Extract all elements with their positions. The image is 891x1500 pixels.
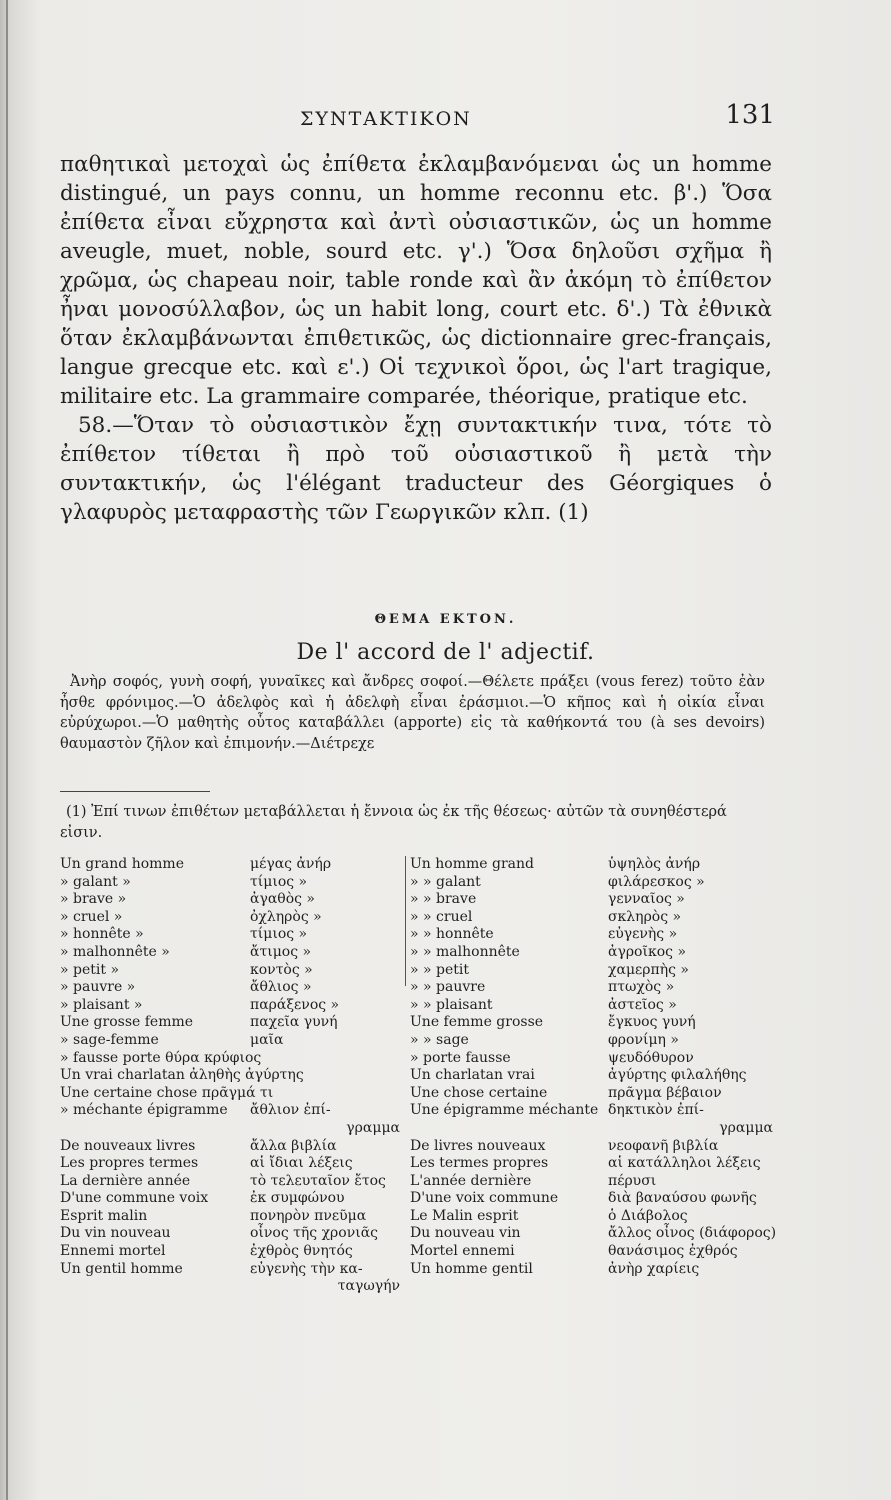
greek-translation: ἀγαθὸς » [250,891,315,908]
greek-translation: ἀγροῖκος » [608,943,687,960]
exercise-subheading: De l' accord de l' adjectif. [296,640,595,665]
table-row [410,1120,775,1138]
greek-translation: ἀστεῖος » [608,996,677,1013]
table-row [60,1243,402,1261]
greek-translation: μέγας ἀνήρ [250,856,332,872]
greek-translation: φρονίμη » [608,1031,679,1048]
table-left-column [60,856,402,1296]
main-text [60,150,772,527]
french-phrase: » » cruel [410,908,473,925]
table-row [60,979,402,997]
greek-translation: ἄθλιος » [250,979,312,996]
table-row [60,891,402,909]
french-phrase: La dernière année [60,1172,191,1189]
french-phrase: » plaisant » [60,996,143,1013]
french-phrase: » » petit [410,961,470,978]
greek-translation: πονηρὸν πνεῦμα [250,1207,367,1224]
greek-translation: αἱ κατάλληλοι λέξεις [608,1155,761,1172]
french-phrase: » petit » [60,961,120,978]
greek-translation: ἐχθρὸς θνητός [250,1243,353,1260]
table-row [410,1155,775,1173]
table-row [410,1225,775,1243]
french-phrase: » » sage [410,1031,469,1048]
table-row [410,1067,775,1085]
french-phrase: Une grosse femme [60,1014,194,1031]
french-phrase: Mortel ennemi [410,1243,515,1260]
exercise-text [60,672,765,754]
greek-translation: πέρυσι [608,1172,657,1189]
french-phrase: » galant » [60,873,131,890]
table-row [410,979,775,997]
french-phrase: Ennemi mortel [60,1243,166,1260]
paragraph-58: 58.—Ὅταν τὸ οὐσιαστικὸν ἔχῃ συντακτικήν τινα, τότε τὸ ἐπίθετον τίθεται ἢ πρὸ τοῦ οὐσιαστικοῦ ἢ μετὰ τὴν συντακτικήν, ὡς l'élégant traducteur des Géorgiques ὁ γλαφυρὸς μεταφραστὴς τῶν Γεωργικῶν κλπ. (1) [60,413,772,525]
greek-translation: ἔγκυος γυνή [608,1014,696,1031]
table-row [60,874,402,892]
greek-translation: εὐγενὴς » [608,926,678,943]
table-row [60,1085,402,1103]
greek-translation: παχεῖα γυνή [250,1014,338,1031]
french-phrase: Une certaine chose πρᾶγμά τι [60,1084,274,1101]
french-phrase: Un gentil homme [60,1260,183,1277]
french-phrase: » pauvre » [60,979,136,996]
table-row [410,1173,775,1191]
running-title: ΣΥΝΤΑΚΤΙΚΟΝ [300,108,472,130]
greek-translation: ἄλλα βιβλία [250,1137,337,1154]
greek-translation: τὸ τελευταῖον ἔτος [250,1172,386,1189]
table-row [60,1190,402,1208]
greek-translation: πρᾶγμα βέβαιον [608,1084,722,1101]
table-row [410,926,775,944]
greek-translation: τίμιος » [250,873,308,890]
greek-translation: ὁ Διάβολος [608,1207,688,1224]
french-phrase: » fausse porte θύρα κρύφιος [60,1049,262,1066]
french-phrase: Un charlatan vrai [410,1067,535,1084]
greek-translation: γραμμα [719,1119,773,1136]
running-header [50,100,775,140]
french-phrase: » » pauvre [410,979,486,996]
greek-translation: θανάσιμος ἐχθρός [608,1243,738,1260]
greek-translation: ἄθλιον ἐπί- [250,1102,331,1119]
table-row [60,926,402,944]
table-row [410,1102,775,1120]
greek-translation: εὐγενὴς τὴν κα- [250,1260,363,1277]
french-phrase: » méchante épigramme [60,1102,228,1119]
greek-translation: ψευδόθυρον [608,1049,694,1066]
french-phrase: Les termes propres [410,1155,549,1172]
table-row [60,1032,402,1050]
footnote [60,802,765,844]
table-row [60,1278,402,1296]
french-phrase: » porte fausse [410,1049,511,1066]
page-number: 131 [725,100,775,130]
french-phrase: Une femme grosse [410,1014,544,1031]
exercise-paragraph: Ἀνὴρ σοφός, γυνὴ σοφή, γυναῖκες καὶ ἄνδρες σοφοί.—Θέλετε πράξει (vous ferez) τοῦτο ἐὰν ἦσθε φρόνιμος.—Ὁ ἀδελφὸς καὶ ἡ ἀδελφὴ εἶναι ἐράσμιοι.—Ὁ κῆπος καὶ ἡ οἰκία εἶναι εὐρύχωροι.—Ὁ μαθητὴς οὗτος καταβάλλει (apporte) εἰς τὰ καθήκοντά του (à ses devoirs) θαυμαστὸν ζῆλον καὶ ἐπιμονήν.—Διέτρεχε [60,674,765,752]
table-row [410,944,775,962]
table-row [60,856,402,874]
table-row [410,874,775,892]
french-phrase: Une chose certaine [410,1084,548,1101]
greek-translation: ταγωγήν [337,1278,400,1295]
french-phrase: » » malhonnête [410,943,520,960]
table-row [410,1085,775,1103]
french-phrase: » cruel » [60,908,123,925]
french-phrase: » brave » [60,891,127,908]
table-row [60,997,402,1015]
table-row [60,1014,402,1032]
greek-translation: ὑψηλὸς ἀνήρ [608,856,701,872]
greek-translation: τίμιος » [250,926,308,943]
table-row [410,1138,775,1156]
greek-translation: δηκτικὸν ἐπί- [608,1102,704,1119]
french-phrase: Un homme grand [410,856,534,872]
greek-translation: ἐκ συμφώνου [250,1190,345,1207]
greek-translation: πτωχὸς » [608,979,675,996]
french-phrase: » » honnête [410,926,494,943]
french-phrase: » » galant [410,873,481,890]
greek-translation: ὀχληρὸς » [250,908,322,925]
exercise-heading: ΘΕΜΑ ΕΚΤΟΝ. [374,612,517,627]
french-phrase: De livres nouveaux [410,1137,546,1154]
greek-translation: σκληρὸς » [608,908,682,925]
french-phrase: Un vrai charlatan ἀληθὴς ἀγύρτης [60,1067,304,1084]
table-row [410,1050,775,1068]
french-phrase: De nouveaux livres [60,1137,196,1154]
greek-translation: μαῖα [250,1031,284,1048]
greek-translation: γραμμα [346,1119,400,1136]
table-row [60,1208,402,1226]
french-phrase: Esprit malin [60,1207,148,1224]
table-row [60,962,402,980]
french-phrase: Les propres termes [60,1155,199,1172]
table-row [60,1155,402,1173]
table-row [410,1208,775,1226]
table-row [410,962,775,980]
paragraph-1: παθητικαὶ μετοχαὶ ὡς ἐπίθετα ἐκλαμβανόμεναι ὡς un homme distingué, un pays connu, un homme reconnu etc. β'.) Ὅσα ἐπίθετα εἶναι εὔχρηστα καὶ ἀντὶ οὐσιαστικῶν, ὡς un homme aveugle, muet, noble, sourd etc. γ'.) Ὅσα δηλοῦσι σχῆμα ἢ χρῶμα, ὡς chapeau noir, table ronde καὶ ἂν ἀκόμη τὸ ἐπίθετον ἦναι μονοσύλλαβον, ὡς un habit long, court etc. δ'.) Τὰ ἐθνικὰ ὅταν ἐκλαμβάνωνται ἐπιθετικῶς, ὡς dictionnaire grec-français, langue grecque etc. καὶ ε'.) Οἱ τεχνικοὶ ὅροι, ὡς l'art tragique, militaire etc. La grammaire comparée, théorique, pratique etc. [60,152,772,409]
french-phrase: Du nouveau vin [410,1225,521,1242]
table-row [60,909,402,927]
french-phrase: Un grand homme [60,856,184,872]
table-row [60,1225,402,1243]
table-row [60,1173,402,1191]
table-row [60,944,402,962]
table-row [60,1138,402,1156]
greek-translation: παράξενος » [250,996,340,1013]
greek-translation: ἄλλος οἶνος (διάφορος) [608,1225,777,1242]
table-right-column [410,856,775,1278]
french-phrase: » » brave [410,891,477,908]
table-row [410,1032,775,1050]
table-row [410,1190,775,1208]
french-phrase: D'une voix commune [410,1190,559,1207]
footnote-text: (1) Ἐπί τινων ἐπιθέτων μεταβάλλεται ἡ ἔννοια ὡς ἐκ τῆς θέσεως· αὐτῶν τὰ συνηθέστερά εἰσιν. [60,804,727,841]
greek-translation: γενναῖος » [608,891,685,908]
greek-translation: χαμερπὴς » [608,961,689,978]
french-phrase: » honnête » [60,926,144,943]
greek-translation: ἄτιμος » [250,943,312,960]
french-phrase: Une épigramme méchante [410,1102,599,1119]
table-row [410,997,775,1015]
footnote-rule [60,791,210,792]
table-row [60,1102,402,1120]
table-row [60,1261,402,1279]
greek-translation: ἀνὴρ χαρίεις [608,1260,700,1277]
table-row [410,891,775,909]
table-row [410,909,775,927]
table-row [60,1067,402,1085]
greek-translation: κοντὸς » [250,961,313,978]
french-phrase: D'une commune voix [60,1190,209,1207]
table-row [410,1014,775,1032]
greek-translation: οἶνος τῆς χρονιᾶς [250,1225,379,1242]
greek-translation: φιλάρεσκος » [608,873,705,890]
french-phrase: Un homme gentil [410,1260,533,1277]
table-row [60,1120,402,1138]
greek-translation: ἀγύρτης φιλαλήθης [608,1067,747,1084]
greek-translation: διὰ βαναύσου φωνῆς [608,1190,757,1207]
table-row [60,1050,402,1068]
greek-translation: αἱ ἴδιαι λέξεις [250,1155,353,1172]
page-gutter-edge [6,0,8,1500]
french-phrase: Le Malin esprit [410,1207,519,1224]
french-phrase: L'année dernière [410,1172,532,1189]
table-divider [405,856,406,986]
table-row [410,1243,775,1261]
french-phrase: » sage-femme [60,1031,159,1048]
greek-translation: νεοφανῆ βιβλία [608,1137,719,1154]
french-phrase: Du vin nouveau [60,1225,171,1242]
table-row [410,1261,775,1279]
french-phrase: » malhonnête » [60,943,170,960]
french-phrase: » » plaisant [410,996,493,1013]
table-row [410,856,775,874]
